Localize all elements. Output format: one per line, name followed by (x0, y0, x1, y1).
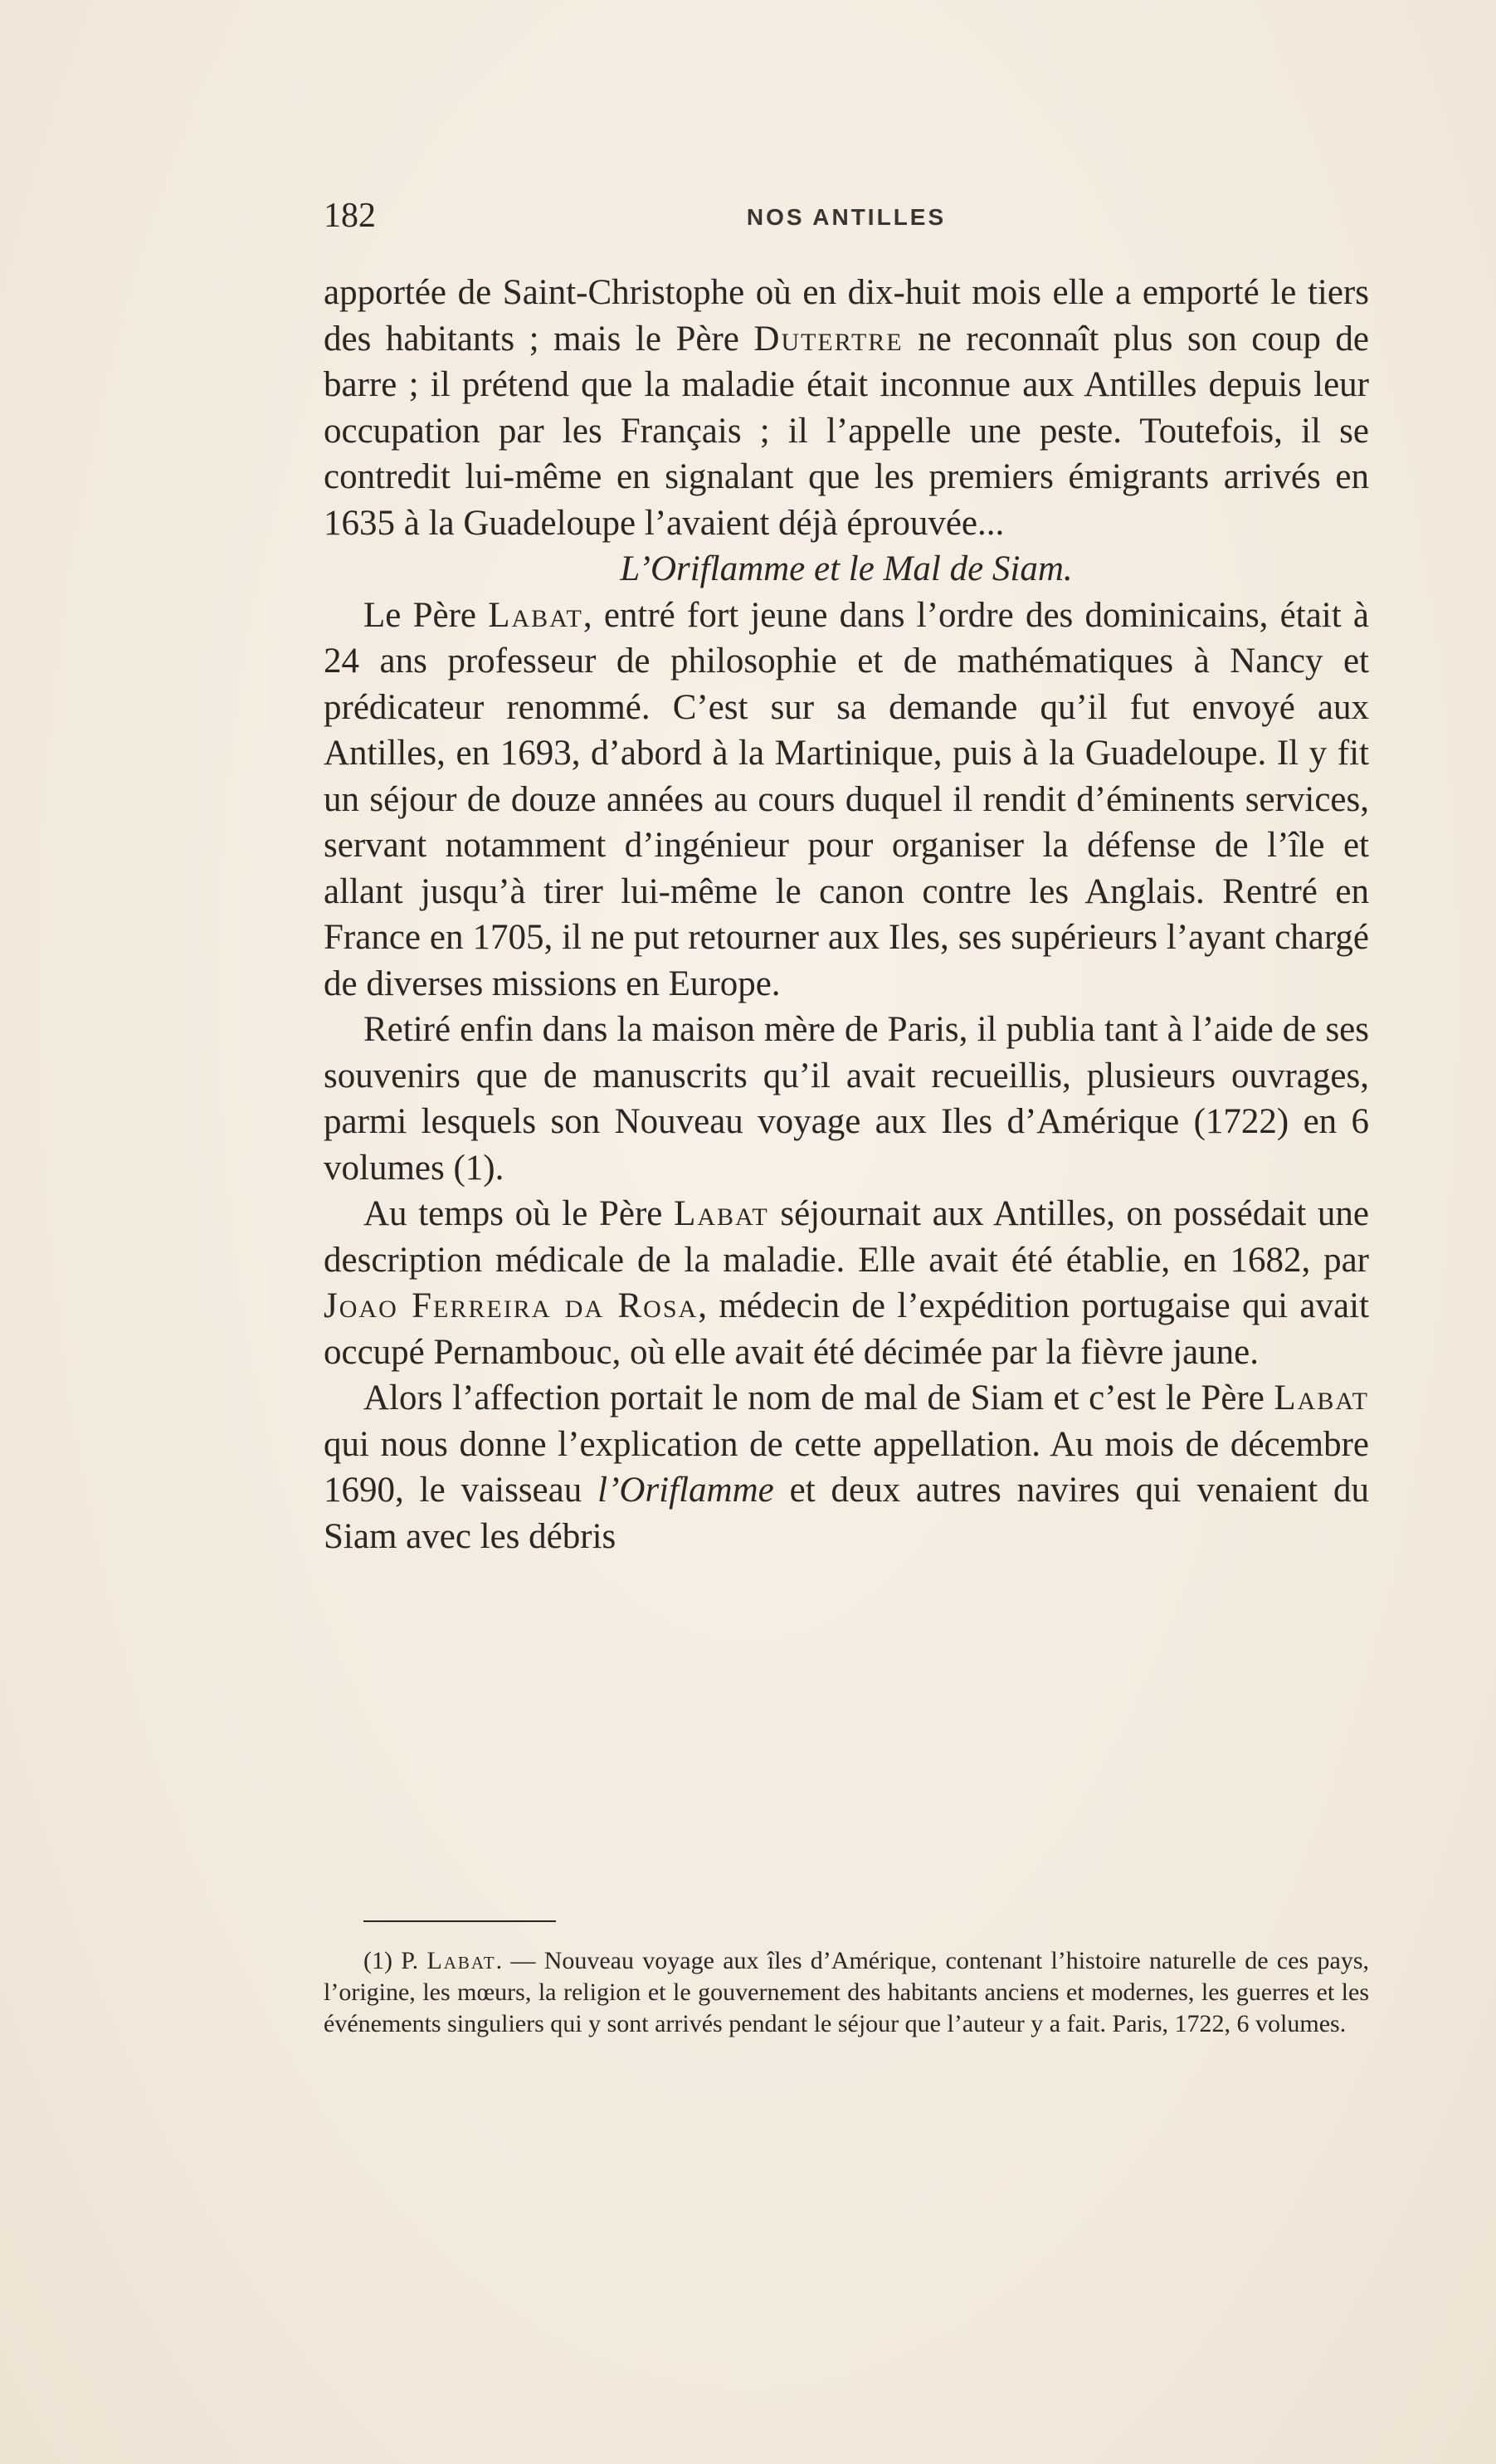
page-number: 182 (324, 197, 376, 235)
author-name-labat: Labat (488, 595, 583, 635)
running-title: NOS ANTILLES (746, 204, 947, 230)
ship-name: l’Oriflamme (597, 1471, 774, 1510)
footnote-text-a: (1) P. (363, 1947, 427, 1974)
paragraph-2-text-a: Le Père (363, 595, 489, 635)
page-header (324, 196, 1369, 246)
section-heading: L’Oriflamme et le Mal de Siam. (620, 549, 1073, 588)
paragraph-5 (324, 1375, 1369, 1559)
paragraph-1-text-a: apportée de Saint-Christophe où en dix-huit mois elle a emporté le tiers des habitants ; mais le Père (324, 273, 1369, 359)
footnote-author-name: Labat (426, 1947, 496, 1974)
paragraph-4 (324, 1191, 1369, 1375)
paragraph-5-text-a: Alors l’affection portait le nom de mal de Siam et c’est le Père (363, 1378, 1274, 1417)
paragraph-2-text-b: , entré fort jeune dans l’ordre des dominicains, était à 24 ans professeur de philosophie et de mathématiques à Nancy et prédicateur renommé. C’est sur sa demande qu’il fut envoyé aux Antilles, en 1693, d’abord à la Martinique, puis à la Guadeloupe. Il y fit un séjour de douze années au cours duquel il rendit d’éminents services, servant notamment d’ingénieur pour organiser la défense de l’île et allant jusqu’à tirer lui-même le canon contre les Anglais. Rentré en France en 1705, il ne put retourner aux Iles, ses supérieurs l’ayant chargé de diverses missions en Europe. (324, 595, 1369, 1003)
footnote-divider (363, 1920, 556, 1922)
paragraph-5-text-b: qui nous donne l’explication de cette appellation. Au mois de décembre 1690, le vaisseau (324, 1424, 1369, 1510)
footnote-1 (324, 1945, 1369, 2040)
paragraph-4-text-b: séjournait aux Antilles, on possédait une description médicale de la maladie. Elle avait été établie, en 1682, par (324, 1194, 1369, 1280)
paragraph-3: Retiré enfin dans la maison mère de Paris, il publia tant à l’aide de ses souvenirs que de manuscrits qu’il avait recueillis, plusieurs ouvrages, parmi lesquels son Nouveau voyage aux Iles d’Amérique (1722) en 6 volumes (1). (324, 1010, 1369, 1188)
body-text (324, 270, 1369, 1559)
author-name-dutertre: Dutertre (753, 319, 904, 359)
author-name-labat: Labat (674, 1194, 769, 1233)
author-name-ferreira: Joao Ferreira da Rosa (324, 1286, 699, 1325)
footnote (324, 1945, 1369, 2040)
paragraph-4-text-c: , médecin de l’expédition portugaise qui avait occupé Pernambouc, où elle avait été décimée par la fièvre jaune. (324, 1286, 1369, 1372)
footnote-text-b: . — Nouveau voyage aux îles d’Amérique, contenant l’histoire naturelle de ces pays, l’origine, les mœurs, la religion et le gouvernement des habitants anciens et modernes, les guerres et les événements singuliers qui y sont arrivés pendant le séjour que l’auteur y a fait. Paris, 1722, 6 volumes. (324, 1947, 1369, 2037)
paragraph-2 (324, 593, 1369, 1008)
paragraph-4-text-a: Au temps où le Père (363, 1194, 675, 1233)
paragraph-5-text-c: et deux autres navires qui venaient du Siam avec les débris (324, 1471, 1369, 1556)
paragraph-1-text-b: ne reconnaît plus son coup de barre ; il prétend que la maladie était inconnue aux Antilles depuis leur occupation par les Français ; il l’appelle une peste. Toutefois, il se contredit lui-même en signalant que les premiers émigrants arrivés en 1635 à la Guadeloupe l’avaient déjà éprouvée... (324, 319, 1369, 543)
paragraph-1 (324, 270, 1369, 546)
author-name-labat: Labat (1274, 1378, 1369, 1417)
